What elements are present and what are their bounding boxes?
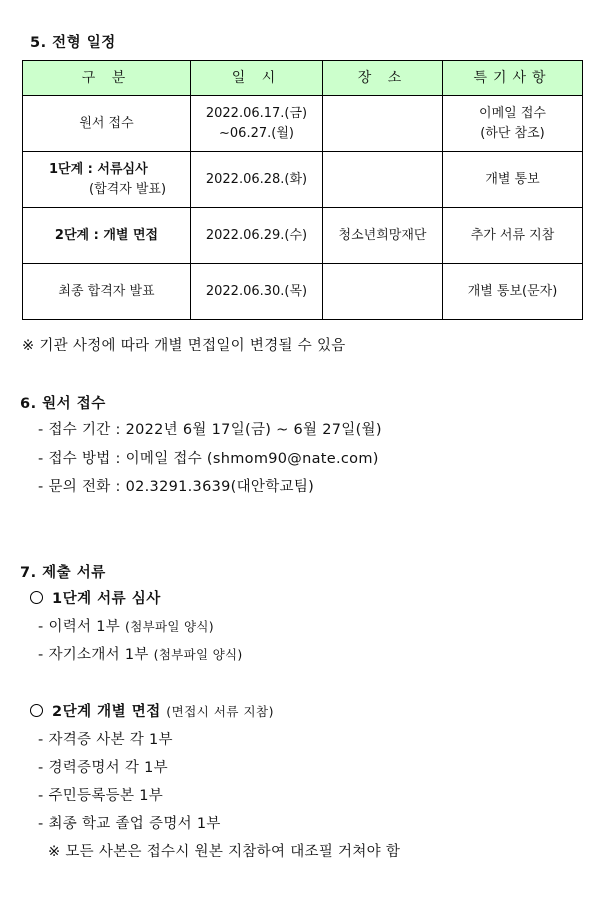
section7-title: 7. 제출 서류 xyxy=(20,565,106,581)
note-cell: 개별 통보(문자) xyxy=(443,264,583,320)
table-row xyxy=(23,208,583,264)
stage1-heading: 1단계 서류 심사 xyxy=(30,587,161,608)
date-cell: 2022.06.17.(금) ~06.27.(월) xyxy=(191,96,323,152)
place-cell xyxy=(323,96,443,152)
date-cell: 2022.06.30.(목) xyxy=(191,264,323,320)
table-row xyxy=(23,152,583,208)
list-item: - 최종 학교 졸업 증명서 1부 xyxy=(38,816,221,832)
date-cell: 2022.06.29.(수) xyxy=(191,208,323,264)
stage-cell: 2단계 : 개별 면접 xyxy=(23,208,191,264)
list-item: - 주민등록등본 1부 xyxy=(38,788,164,804)
header-category: 구 분 xyxy=(23,61,191,96)
list-item: - 이력서 1부 (첨부파일 양식) xyxy=(38,619,214,635)
submission-note: ※ 모든 사본은 접수시 원본 지참하여 대조필 거쳐야 함 xyxy=(48,844,401,860)
table-row xyxy=(23,264,583,320)
note-cell: 이메일 접수 (하단 참조) xyxy=(443,96,583,152)
schedule-footnote: ※ 기관 사정에 따라 개별 면접일이 변경될 수 있음 xyxy=(22,338,346,354)
stage-cell: 최종 합격자 발표 xyxy=(23,264,191,320)
stage-cell: 원서 접수 xyxy=(23,96,191,152)
circle-bullet-icon xyxy=(30,704,43,717)
date-cell: 2022.06.28.(화) xyxy=(191,152,323,208)
list-item: - 접수 기간 : 2022년 6월 17일(금) ~ 6월 27일(월) xyxy=(38,422,382,438)
table-row xyxy=(23,96,583,152)
header-datetime: 일 시 xyxy=(191,61,323,96)
section5-title: 5. 전형 일정 xyxy=(30,35,116,51)
place-cell: 청소년희망재단 xyxy=(323,208,443,264)
list-item: - 접수 방법 : 이메일 접수 (shmom90@nate.com) xyxy=(38,451,379,467)
stage-cell: 1단계 : 서류심사 (합격자 발표) xyxy=(23,152,191,208)
place-cell xyxy=(323,152,443,208)
stage2-heading: 2단계 개별 면접 (면접시 서류 지참) xyxy=(30,700,274,721)
list-item: - 자격증 사본 각 1부 xyxy=(38,732,173,748)
place-cell xyxy=(323,264,443,320)
header-note: 특기사항 xyxy=(443,61,583,96)
list-item: - 문의 전화 : 02.3291.3639(대안학교팀) xyxy=(38,479,315,495)
header-place: 장 소 xyxy=(323,61,443,96)
list-item: - 경력증명서 각 1부 xyxy=(38,760,168,776)
schedule-table xyxy=(22,60,583,320)
schedule-header-row xyxy=(23,61,583,96)
note-cell: 개별 통보 xyxy=(443,152,583,208)
section6-title: 6. 원서 접수 xyxy=(20,396,106,412)
note-cell: 추가 서류 지참 xyxy=(443,208,583,264)
circle-bullet-icon xyxy=(30,591,43,604)
list-item: - 자기소개서 1부 (첨부파일 양식) xyxy=(38,647,243,663)
